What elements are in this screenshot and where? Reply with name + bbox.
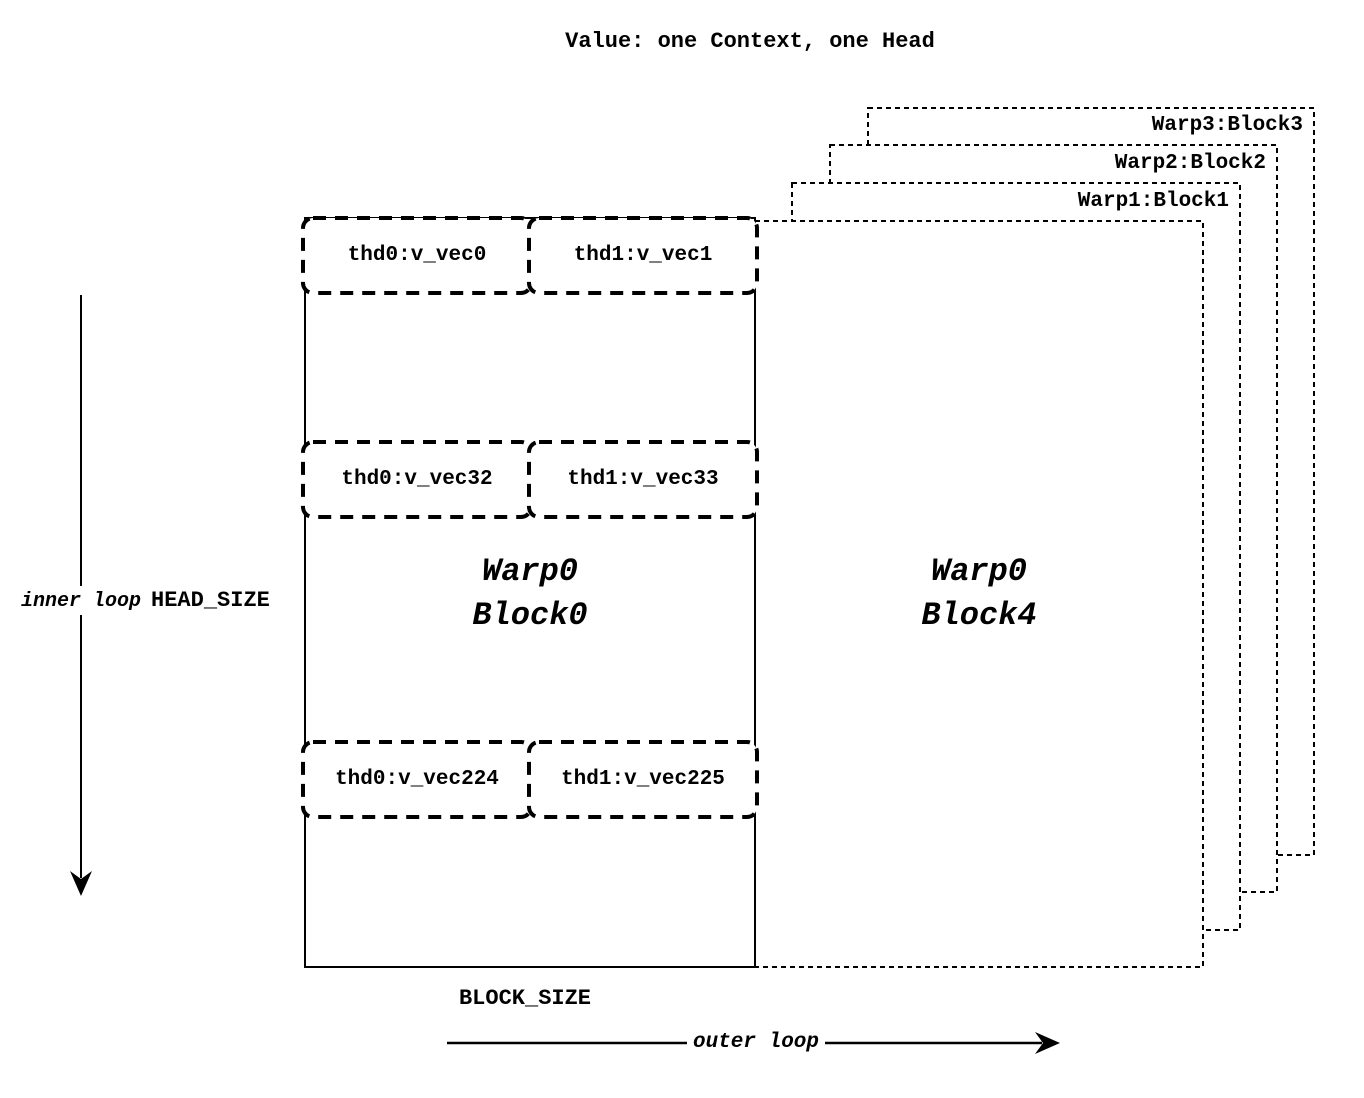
thd-cell-vvec225: thd1:v_vec225 bbox=[561, 768, 725, 791]
warp2-block2-label: Warp2:Block2 bbox=[1114, 152, 1266, 175]
warp1-block1-label: Warp1:Block1 bbox=[1077, 190, 1229, 213]
warp0-block4-line1: Warp0 bbox=[930, 553, 1027, 590]
warp0-block4-label bbox=[755, 550, 1203, 638]
thd-cell-vvec32: thd0:v_vec32 bbox=[341, 468, 493, 491]
inner-loop-label bbox=[16, 586, 275, 615]
warp3-block3-label: Warp3:Block3 bbox=[1151, 114, 1303, 137]
warp0-block0-line2: Block0 bbox=[472, 597, 588, 634]
thd-cell-vvec1: thd1:v_vec1 bbox=[573, 244, 713, 267]
warp0-block4-line2: Block4 bbox=[921, 597, 1037, 634]
head-size-text: HEAD_SIZE bbox=[151, 588, 270, 613]
warp0-block0-label bbox=[305, 550, 755, 638]
diagram-title: Value: one Context, one Head bbox=[565, 29, 935, 54]
thd-cell-vvec0: thd0:v_vec0 bbox=[347, 244, 487, 267]
outer-loop-label: outer loop bbox=[687, 1031, 825, 1054]
thd-cell-vvec224: thd0:v_vec224 bbox=[335, 768, 499, 791]
block-size-label: BLOCK_SIZE bbox=[458, 986, 592, 1011]
thd-cell-vvec33: thd1:v_vec33 bbox=[567, 468, 719, 491]
inner-loop-text: inner loop bbox=[21, 590, 142, 613]
warp0-block0-line1: Warp0 bbox=[481, 553, 578, 590]
